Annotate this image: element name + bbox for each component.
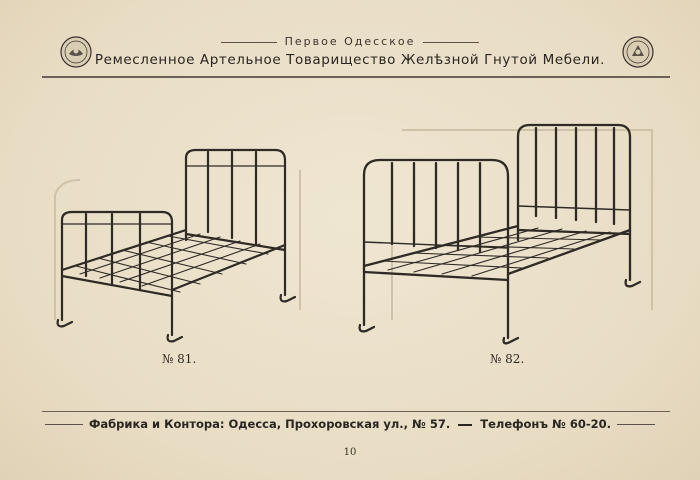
- page-title: Ремесленное Артельное Товарищество Желѣзной Гнутой Мебели.: [94, 52, 606, 68]
- footer-address: Фабрика и Контора: Одесса, Прохоровская ул., № 57.: [88, 417, 451, 431]
- iron-bed-82-illustration: [352, 120, 664, 345]
- iron-bed-81-illustration: [50, 140, 310, 350]
- bed-81-caption: № 81.: [162, 352, 197, 366]
- header-divider: [42, 76, 670, 78]
- page-number: 10: [343, 447, 357, 458]
- bed-82-caption: № 82.: [490, 352, 525, 366]
- footer-divider: [42, 411, 670, 412]
- header-top-text: Первое Одесское: [284, 35, 416, 48]
- footer-contact: [0, 417, 700, 431]
- header-top-line: [0, 35, 700, 48]
- footer-phone: Телефонъ № 60-20.: [480, 417, 612, 431]
